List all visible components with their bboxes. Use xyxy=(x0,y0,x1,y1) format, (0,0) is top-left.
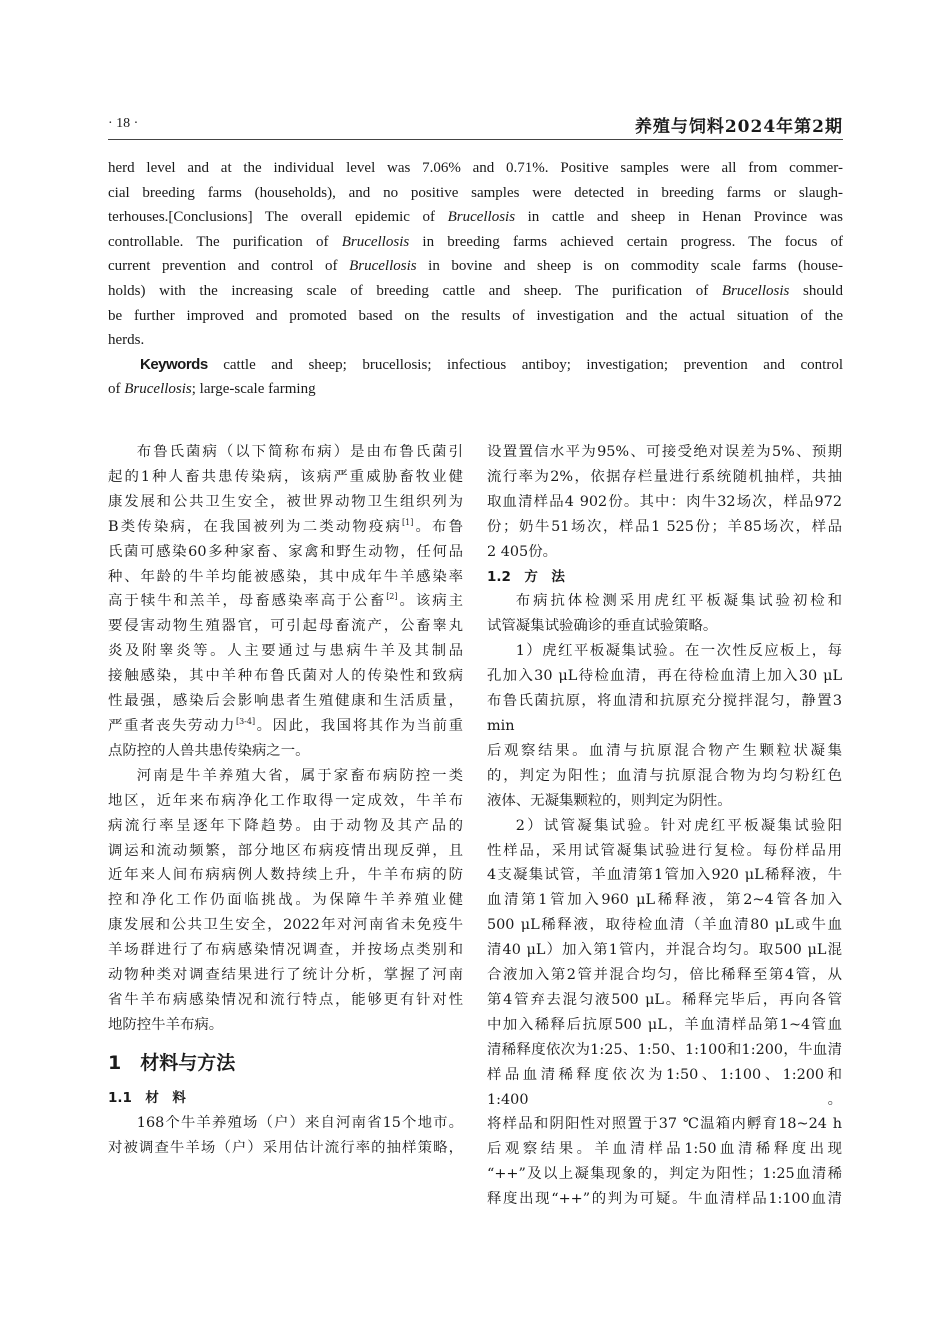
genus-name: Brucellosis xyxy=(124,381,192,398)
text-line: 动物种类对调查结果进行了统计分析，掌握了河南 xyxy=(108,967,463,984)
genus-name: Brucellosis xyxy=(447,209,516,226)
abstract-line: cial breeding farms (households), and no positive samples were detected in breeding farms or slaugh- xyxy=(108,184,843,201)
section-1-heading: 1 材料与方法 xyxy=(108,1051,236,1074)
text-line: “++”及以上凝集现象的，判定为阳性；1:25血清稀 xyxy=(487,1166,842,1183)
abstract-line: holds) with the increasing scale of breeding cattle and sheep. The purification of Brucellosis should xyxy=(108,282,843,299)
text-line: 地防控牛羊布病。 xyxy=(108,1016,224,1033)
text-line: 河南是牛羊养殖大省，属于家畜布病防控一类 xyxy=(136,767,463,784)
text-line: 病流行率呈逐年下降趋势。由于动物及其产品的 xyxy=(108,817,463,834)
text-line: 接触感染，其中羊种布鲁氏菌对人的传染性和致病 xyxy=(108,668,463,685)
text-line: 释度出现“++”的判为可疑。牛血清样品1:100血清 xyxy=(487,1191,842,1208)
text-line: 2 405份。 xyxy=(487,543,557,560)
text-line: 取血清样品4 902份。其中：肉牛32场次，样品972 xyxy=(487,493,842,510)
text-line: 500 μL稀释液，取待检血清（羊血清80 μL或牛血 xyxy=(487,917,842,934)
text-line: 对被调查牛羊场（户）采用估计流行率的抽样策略， xyxy=(108,1139,463,1156)
intro-paragraph-2 xyxy=(108,764,463,789)
text-line: 清40 μL）加入第1管内，并混合均匀。取500 μL混 xyxy=(487,942,842,959)
text-line: 布病抗体检测采用虎红平板凝集试验初检和 xyxy=(515,593,842,610)
abstract-line: terhouses.[Conclusions] The overall epidemic of Brucellosis in cattle and sheep in Henan Province was xyxy=(108,209,843,226)
text-line: 1）虎红平板凝集试验。在一次性反应板上，每 xyxy=(515,643,842,660)
citation: [2] xyxy=(386,592,398,602)
text-line: 第4管弃去混匀液500 μL。稀释完毕后，再向各管 xyxy=(487,991,842,1008)
page-number: · 18 · xyxy=(108,116,139,131)
text-line: 份；奶牛51场次，样品1 525份；羊85场次，样品 xyxy=(487,518,842,535)
english-abstract xyxy=(108,156,843,402)
text-line: 康发展和公共卫生安全，2022年对河南省未免疫牛 xyxy=(108,917,463,934)
text-line: 羊场群进行了布病感染情况调查，并按场点类别和 xyxy=(108,942,463,959)
text-line: 点防控的人兽共患传染病之一。 xyxy=(108,742,310,759)
left-column xyxy=(108,440,463,1160)
keywords-text: cattle and sheep; brucellosis; infectious antiboy; investigation; prevention and control xyxy=(207,356,843,373)
text-line: 流行率为2%，依据存栏量进行系统随机抽样，共抽 xyxy=(487,468,842,485)
text-line: 试管凝集试验确诊的垂直试验策略。 xyxy=(487,618,718,635)
genus-name: Brucellosis xyxy=(349,258,417,275)
citation: [3-4] xyxy=(235,717,256,727)
text-line: 性样品，采用试管凝集试验进行复检。每份样品用 xyxy=(487,842,842,859)
text-line: 将样品和阴阳性对照置于37 ℃温箱内孵育18~24 h xyxy=(487,1116,842,1133)
text-line: 地区，近年来布病净化工作取得一定成效，牛羊布 xyxy=(108,792,463,809)
header-rule xyxy=(108,139,843,140)
text-line: 控和净化工作仍面临挑战。为保障牛羊养殖业健 xyxy=(108,892,463,909)
text-line: 血清第1管加入960 μL稀释液，第2~4管各加入 xyxy=(487,892,842,909)
text-line: 要侵害动物生殖器官，可引起母畜流产，公畜睾丸 xyxy=(108,618,463,635)
text-line: 性最强，感染后会影响患者生殖健康和生活质量， xyxy=(108,693,463,710)
text-line: 近年来人间布病病例人数持续上升，牛羊布病的防 xyxy=(108,867,463,884)
section-1-2-heading: 1.2 方 法 xyxy=(487,568,565,585)
text-line: 中加入稀释后抗原500 μL，羊血清样品第1~4管血 xyxy=(487,1016,842,1033)
text-line: 后观察结果。羊血清样品1:50血清稀释度出现 xyxy=(487,1141,842,1158)
text-line: 高于犊牛和羔羊，母畜感染率高于公畜[2]。该病主 xyxy=(108,592,463,610)
text-line: 严重者丧失劳动力[3-4]。因此，我国将其作为当前重 xyxy=(108,717,463,734)
text-line: 合液加入第2管并混合均匀，倍比稀释至第4管，从 xyxy=(487,967,842,984)
text-line: 4支凝集试管，羊血清第1管加入920 μL稀释液，牛 xyxy=(487,867,842,884)
text-line: 省牛羊布病感染情况和流行特点，能够更有针对性 xyxy=(108,991,463,1008)
text-line: 布鲁氏菌抗原，将血清和抗原充分搅拌混匀，静置3 min xyxy=(487,693,842,734)
text-line: 种、年龄的牛羊均能被感染，其中成年牛羊感染率 xyxy=(108,568,463,585)
text-line: 氏菌可感染60多种家畜、家禽和野生动物，任何品 xyxy=(108,543,463,560)
text-line: 168个牛羊养殖场（户）来自河南省15个地市。 xyxy=(136,1114,463,1131)
text-line xyxy=(108,515,463,540)
text-line: 样品血清稀释度依次为1:50、1:100、1:200和1:400。 xyxy=(487,1066,842,1108)
journal-title: 养殖与饲料2024年第2期 xyxy=(634,117,843,137)
genus-name: Brucellosis xyxy=(341,233,410,250)
abstract-line: herd level and at the individual level was 7.06% and 0.71%. Positive samples were all from commer- xyxy=(108,160,843,176)
right-column xyxy=(487,440,842,1212)
text-line: 清稀释度依次为1:25、1:50、1:100和1:200，牛血清 xyxy=(487,1041,842,1058)
citation: [1] xyxy=(402,517,414,527)
section-1-1-heading: 1.1 材 料 xyxy=(108,1089,186,1106)
abstract-line: controllable. The purification of Brucellosis in breeding farms achieved certain progress. The focus of xyxy=(108,233,843,250)
keywords-line-2: of Brucellosis; large-scale farming xyxy=(108,381,316,398)
text-line: 2）试管凝集试验。针对虎红平板凝集试验阳 xyxy=(515,817,842,834)
text-line: 炎及附睾炎等。人主要通过与患病牛羊及其制品 xyxy=(108,643,463,660)
keywords-label: Keywords xyxy=(140,355,208,373)
text-line: 康发展和公共卫生安全，被世界动物卫生组织列为 xyxy=(108,493,463,510)
text-line: 后观察结果。血清与抗原混合物产生颗粒状凝集 xyxy=(487,742,842,759)
genus-name: Brucellosis xyxy=(721,282,790,299)
text-line: 孔加入30 μL待检血清，再在待检血清上加入30 μL xyxy=(487,668,842,685)
text-line: 的，判定为阳性；血清与抗原混合物为均匀粉红色 xyxy=(487,767,842,784)
abstract-line: herds. xyxy=(108,332,145,349)
abstract-line: be further improved and promoted based on the results of investigation and the actual situation of the xyxy=(108,307,843,324)
text-line-cite: B类传染病，在我国被列为二类动物疫病[1]。布鲁 xyxy=(108,517,463,535)
text-line: 布鲁氏菌病（以下简称布病）是由布鲁氏菌引 xyxy=(136,444,463,460)
abstract-line: current prevention and control of Brucellosis in bovine and sheep is on commodity scale farms (house- xyxy=(108,258,843,275)
page-header xyxy=(108,112,843,138)
text-line: 液体、无凝集颗粒的，则判定为阴性。 xyxy=(487,792,732,809)
text-line: 调运和流动频繁，部分地区布病疫情出现反弹，且 xyxy=(108,842,463,859)
keywords-line xyxy=(108,353,843,378)
text-line: 设置置信水平为95%、可接受绝对误差为5%、预期 xyxy=(487,444,842,460)
text-line: 起的1种人畜共患传染病，该病严重威胁畜牧业健 xyxy=(108,468,463,485)
intro-paragraph-1 xyxy=(108,440,463,465)
